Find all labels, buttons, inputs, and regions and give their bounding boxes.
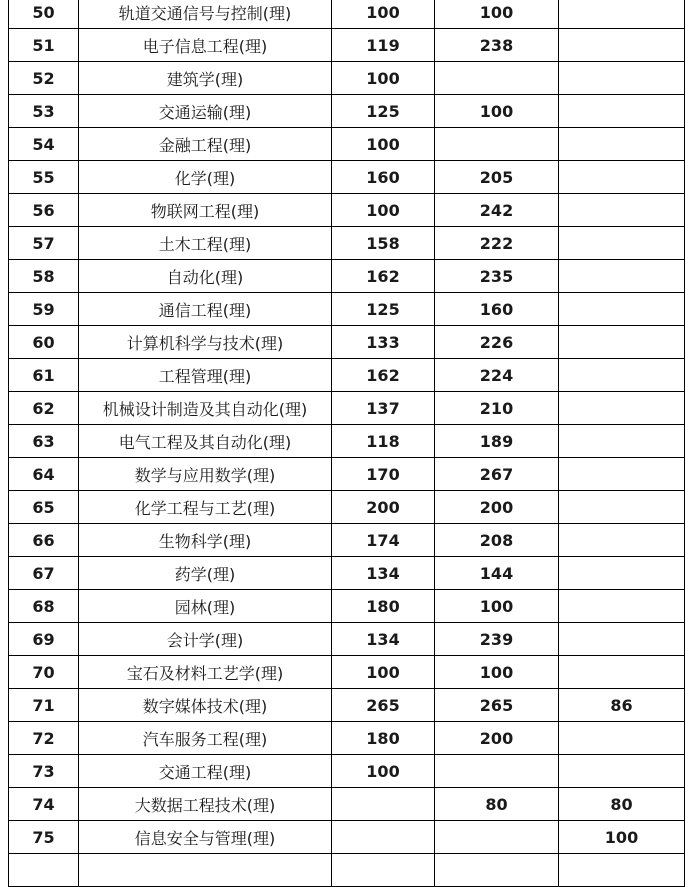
- value-1-cell: 137: [332, 392, 435, 425]
- major-name-cell: 会计学(理): [79, 623, 332, 656]
- value-2-cell: 242: [435, 194, 559, 227]
- value-1-cell: 170: [332, 458, 435, 491]
- major-name-cell: 交通工程(理): [79, 755, 332, 788]
- major-name-cell: [79, 854, 332, 887]
- major-name-cell: 通信工程(理): [79, 293, 332, 326]
- major-name-cell: 电气工程及其自动化(理): [79, 425, 332, 458]
- value-3-cell: [559, 326, 685, 359]
- value-2-cell: 222: [435, 227, 559, 260]
- value-1-cell: 100: [332, 0, 435, 29]
- value-3-cell: [559, 29, 685, 62]
- table-row: [9, 623, 685, 656]
- row-number-cell: 54: [9, 128, 79, 161]
- value-1-cell: 134: [332, 623, 435, 656]
- value-2-cell: 205: [435, 161, 559, 194]
- value-1-cell: 134: [332, 557, 435, 590]
- major-name-cell: 数学与应用数学(理): [79, 458, 332, 491]
- value-3-cell: [559, 392, 685, 425]
- table-row: [9, 293, 685, 326]
- value-1-cell: 133: [332, 326, 435, 359]
- major-name-cell: 轨道交通信号与控制(理): [79, 0, 332, 29]
- row-number-cell: 64: [9, 458, 79, 491]
- value-2-cell: 267: [435, 458, 559, 491]
- value-2-cell: 160: [435, 293, 559, 326]
- value-1-cell: [332, 821, 435, 854]
- value-2-cell: 210: [435, 392, 559, 425]
- table-row: [9, 0, 685, 29]
- row-number-cell: 67: [9, 557, 79, 590]
- table-row: [9, 326, 685, 359]
- value-3-cell: [559, 425, 685, 458]
- value-3-cell: [559, 359, 685, 392]
- row-number-cell: 58: [9, 260, 79, 293]
- row-number-cell: 51: [9, 29, 79, 62]
- value-3-cell: [559, 755, 685, 788]
- value-3-cell: [559, 557, 685, 590]
- value-1-cell: 100: [332, 755, 435, 788]
- row-number-cell: 60: [9, 326, 79, 359]
- value-3-cell: [559, 161, 685, 194]
- value-1-cell: 100: [332, 194, 435, 227]
- value-2-cell: 238: [435, 29, 559, 62]
- row-number-cell: 70: [9, 656, 79, 689]
- value-2-cell: [435, 821, 559, 854]
- value-3-cell: [559, 95, 685, 128]
- value-1-cell: 100: [332, 62, 435, 95]
- value-1-cell: 200: [332, 491, 435, 524]
- value-3-cell: [559, 194, 685, 227]
- row-number-cell: 68: [9, 590, 79, 623]
- value-2-cell: 226: [435, 326, 559, 359]
- value-3-cell: [559, 458, 685, 491]
- value-1-cell: 158: [332, 227, 435, 260]
- row-number-cell: 50: [9, 0, 79, 29]
- table-row: [9, 458, 685, 491]
- value-3-cell: [559, 293, 685, 326]
- table-row: [9, 590, 685, 623]
- value-3-cell: [559, 623, 685, 656]
- enrollment-table: [8, 0, 685, 887]
- major-name-cell: 工程管理(理): [79, 359, 332, 392]
- table-row: [9, 161, 685, 194]
- table-row: [9, 128, 685, 161]
- value-1-cell: [332, 788, 435, 821]
- table-row: [9, 722, 685, 755]
- value-2-cell: 80: [435, 788, 559, 821]
- row-number-cell: 74: [9, 788, 79, 821]
- major-name-cell: 汽车服务工程(理): [79, 722, 332, 755]
- table-row: [9, 689, 685, 722]
- table-row: [9, 491, 685, 524]
- value-3-cell: [559, 260, 685, 293]
- table-row: [9, 392, 685, 425]
- value-3-cell: [559, 590, 685, 623]
- major-name-cell: 土木工程(理): [79, 227, 332, 260]
- table-row: [9, 854, 685, 887]
- value-2-cell: [435, 755, 559, 788]
- row-number-cell: 65: [9, 491, 79, 524]
- table-row: [9, 821, 685, 854]
- table-row: [9, 62, 685, 95]
- row-number-cell: 56: [9, 194, 79, 227]
- major-name-cell: 自动化(理): [79, 260, 332, 293]
- value-2-cell: [435, 854, 559, 887]
- value-2-cell: [435, 62, 559, 95]
- major-name-cell: 计算机科学与技术(理): [79, 326, 332, 359]
- row-number-cell: 53: [9, 95, 79, 128]
- value-2-cell: 100: [435, 0, 559, 29]
- value-2-cell: 100: [435, 656, 559, 689]
- value-3-cell: [559, 128, 685, 161]
- row-number-cell: 69: [9, 623, 79, 656]
- major-name-cell: 大数据工程技术(理): [79, 788, 332, 821]
- row-number-cell: 61: [9, 359, 79, 392]
- value-1-cell: 100: [332, 656, 435, 689]
- value-1-cell: 100: [332, 128, 435, 161]
- value-3-cell: [559, 656, 685, 689]
- value-3-cell: [559, 491, 685, 524]
- major-name-cell: 交通运输(理): [79, 95, 332, 128]
- major-name-cell: 金融工程(理): [79, 128, 332, 161]
- value-1-cell: 162: [332, 260, 435, 293]
- table-row: [9, 194, 685, 227]
- major-name-cell: 生物科学(理): [79, 524, 332, 557]
- value-1-cell: 180: [332, 590, 435, 623]
- value-3-cell: 80: [559, 788, 685, 821]
- table-row: [9, 788, 685, 821]
- value-1-cell: 125: [332, 293, 435, 326]
- table-row: [9, 260, 685, 293]
- major-name-cell: 电子信息工程(理): [79, 29, 332, 62]
- row-number-cell: 75: [9, 821, 79, 854]
- value-2-cell: 100: [435, 95, 559, 128]
- major-name-cell: 数字媒体技术(理): [79, 689, 332, 722]
- value-1-cell: 180: [332, 722, 435, 755]
- value-3-cell: [559, 854, 685, 887]
- value-2-cell: 144: [435, 557, 559, 590]
- table-body: [9, 0, 685, 887]
- row-number-cell: 73: [9, 755, 79, 788]
- major-name-cell: 建筑学(理): [79, 62, 332, 95]
- value-3-cell: [559, 524, 685, 557]
- row-number-cell: 71: [9, 689, 79, 722]
- value-2-cell: 200: [435, 491, 559, 524]
- major-name-cell: 机械设计制造及其自动化(理): [79, 392, 332, 425]
- row-number-cell: 55: [9, 161, 79, 194]
- table-row: [9, 29, 685, 62]
- table-row: [9, 227, 685, 260]
- value-1-cell: 118: [332, 425, 435, 458]
- table-row: [9, 359, 685, 392]
- row-number-cell: [9, 854, 79, 887]
- value-3-cell: 100: [559, 821, 685, 854]
- value-1-cell: [332, 854, 435, 887]
- major-name-cell: 园林(理): [79, 590, 332, 623]
- table-row: [9, 95, 685, 128]
- value-1-cell: 125: [332, 95, 435, 128]
- row-number-cell: 52: [9, 62, 79, 95]
- row-number-cell: 59: [9, 293, 79, 326]
- major-name-cell: 物联网工程(理): [79, 194, 332, 227]
- row-number-cell: 57: [9, 227, 79, 260]
- row-number-cell: 62: [9, 392, 79, 425]
- row-number-cell: 63: [9, 425, 79, 458]
- table-row: [9, 755, 685, 788]
- value-1-cell: 119: [332, 29, 435, 62]
- major-name-cell: 药学(理): [79, 557, 332, 590]
- value-1-cell: 162: [332, 359, 435, 392]
- value-3-cell: [559, 722, 685, 755]
- value-1-cell: 265: [332, 689, 435, 722]
- major-name-cell: 宝石及材料工艺学(理): [79, 656, 332, 689]
- value-2-cell: 224: [435, 359, 559, 392]
- enrollment-table-container: [8, 0, 684, 887]
- value-2-cell: 189: [435, 425, 559, 458]
- value-3-cell: [559, 0, 685, 29]
- table-row: [9, 425, 685, 458]
- value-3-cell: [559, 62, 685, 95]
- value-1-cell: 174: [332, 524, 435, 557]
- table-row: [9, 656, 685, 689]
- value-3-cell: [559, 227, 685, 260]
- value-1-cell: 160: [332, 161, 435, 194]
- row-number-cell: 66: [9, 524, 79, 557]
- row-number-cell: 72: [9, 722, 79, 755]
- value-2-cell: 200: [435, 722, 559, 755]
- major-name-cell: 化学(理): [79, 161, 332, 194]
- table-row: [9, 524, 685, 557]
- table-row: [9, 557, 685, 590]
- value-2-cell: 208: [435, 524, 559, 557]
- value-2-cell: 265: [435, 689, 559, 722]
- major-name-cell: 化学工程与工艺(理): [79, 491, 332, 524]
- value-3-cell: 86: [559, 689, 685, 722]
- value-2-cell: 239: [435, 623, 559, 656]
- value-2-cell: 100: [435, 590, 559, 623]
- value-2-cell: [435, 128, 559, 161]
- value-2-cell: 235: [435, 260, 559, 293]
- major-name-cell: 信息安全与管理(理): [79, 821, 332, 854]
